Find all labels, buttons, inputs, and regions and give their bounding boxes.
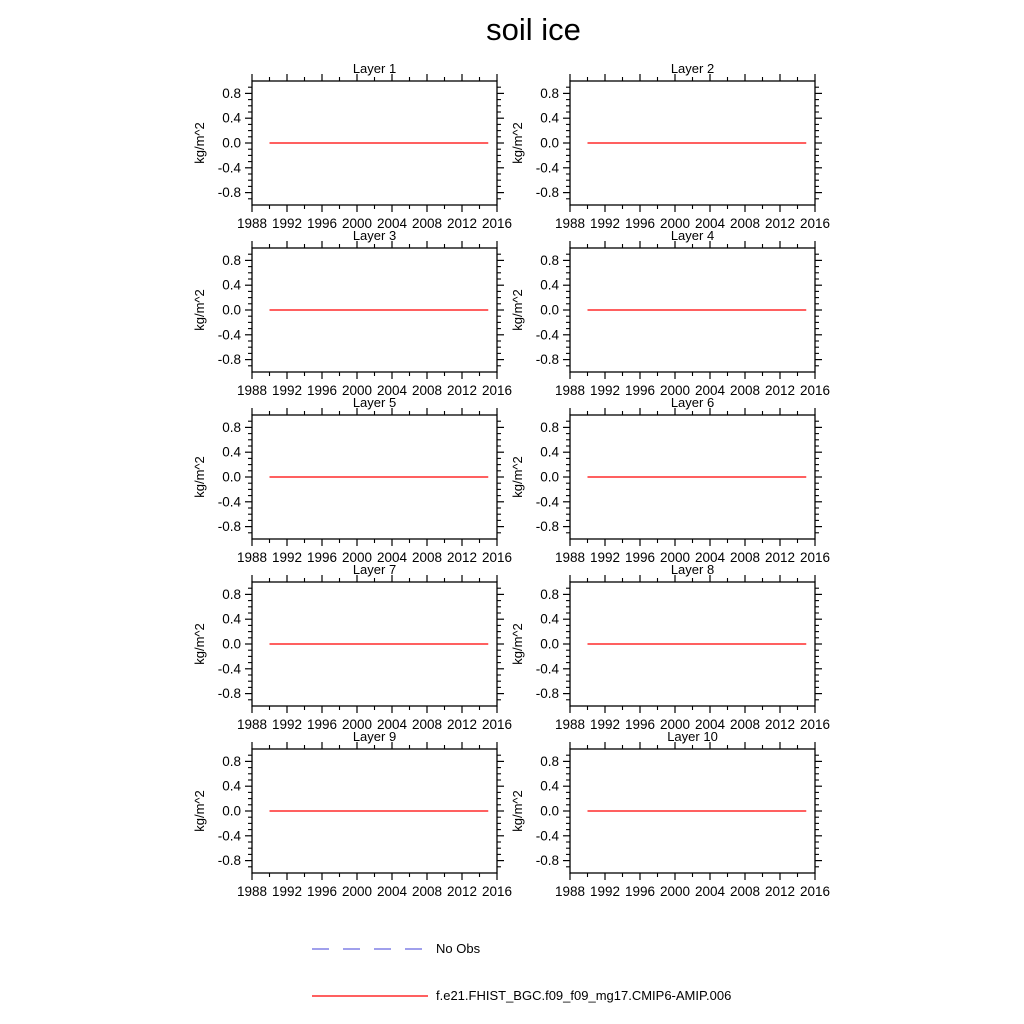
x-tick-label: 1996 [624,550,656,565]
y-tick-label: 0.0 [222,803,241,819]
x-tick-label: 2012 [446,216,478,231]
x-tick-label: 2000 [341,383,373,398]
x-tick-label: 1996 [624,216,656,231]
y-tick-label: 0.8 [540,419,559,435]
x-tick-label: 1992 [589,884,621,899]
y-axis-title: kg/m^2 [510,456,525,498]
y-tick-label: 0.4 [222,444,241,460]
y-tick-label: 0.0 [222,469,241,485]
x-tick-label: 2004 [376,383,408,398]
y-tick-label: -0.8 [217,853,241,869]
x-tick-label: 2012 [764,550,796,565]
x-tick-label: 2012 [764,216,796,231]
subplot-layer-7 [192,562,512,732]
y-tick-label: -0.4 [217,494,241,510]
y-axis-title: kg/m^2 [192,790,207,832]
y-tick-label: -0.8 [535,352,559,368]
x-tick-label: 2012 [764,383,796,398]
x-tick-label: 1992 [589,550,621,565]
subplot-title: Layer 1 [352,61,397,76]
y-tick-label: -0.4 [217,661,241,677]
x-tick-label: 1988 [554,884,586,899]
y-tick-label: 0.8 [222,85,241,101]
x-tick-label: 2008 [411,550,443,565]
y-tick-label: 0.0 [540,302,559,318]
subplot-layer-5 [192,395,512,565]
x-tick-label: 2008 [411,216,443,231]
y-axis-title: kg/m^2 [192,289,207,331]
y-tick-label: 0.4 [222,778,241,794]
y-tick-label: 0.0 [540,636,559,652]
subplot-title: Layer 5 [352,395,397,410]
y-tick-label: 0.4 [540,444,559,460]
subplot-title: Layer 10 [667,729,718,744]
x-tick-label: 1996 [624,383,656,398]
subplot-title: Layer 2 [670,61,715,76]
y-tick-label: -0.8 [217,686,241,702]
x-tick-label: 1988 [236,216,268,231]
x-tick-label: 2012 [446,717,478,732]
x-tick-label: 2016 [481,216,513,231]
y-tick-label: -0.8 [217,519,241,535]
x-tick-label: 2000 [341,717,373,732]
x-tick-label: 1988 [236,550,268,565]
y-tick-label: -0.8 [535,853,559,869]
x-tick-label: 2000 [659,383,691,398]
x-tick-label: 2004 [376,884,408,899]
y-axis-title: kg/m^2 [510,122,525,164]
y-tick-label: 0.0 [222,636,241,652]
y-tick-label: -0.4 [535,494,559,510]
y-tick-label: 0.4 [540,611,559,627]
x-tick-label: 2004 [376,550,408,565]
subplot-layer-4 [510,228,830,398]
y-tick-label: -0.8 [535,185,559,201]
x-tick-label: 2012 [446,884,478,899]
x-tick-label: 2000 [659,550,691,565]
subplot-title: Layer 4 [670,228,715,243]
subplot-layer-2 [510,61,830,231]
y-tick-label: -0.4 [535,661,559,677]
x-tick-label: 2004 [694,216,726,231]
x-tick-label: 2008 [411,884,443,899]
x-tick-label: 1996 [306,884,338,899]
x-tick-label: 1996 [306,216,338,231]
y-tick-label: 0.8 [540,252,559,268]
y-tick-label: 0.0 [540,135,559,151]
subplot-layer-9 [192,729,512,899]
figure-title: soil ice [486,12,581,47]
x-tick-label: 1992 [271,550,303,565]
x-tick-label: 2000 [659,717,691,732]
y-tick-label: -0.4 [217,828,241,844]
subplot-layer-1 [192,61,512,231]
x-tick-label: 1992 [271,884,303,899]
y-tick-label: -0.4 [535,160,559,176]
x-tick-label: 2000 [659,216,691,231]
y-axis-title: kg/m^2 [510,623,525,665]
x-tick-label: 1988 [554,383,586,398]
x-tick-label: 2000 [341,884,373,899]
legend-entry-no-obs [311,941,480,957]
x-tick-label: 1992 [271,216,303,231]
x-tick-label: 2008 [411,717,443,732]
x-tick-label: 2008 [729,383,761,398]
x-tick-label: 2012 [764,884,796,899]
y-tick-label: -0.4 [535,327,559,343]
x-tick-label: 2004 [376,216,408,231]
model-solid-line [311,988,431,1004]
x-tick-label: 2016 [799,717,831,732]
y-axis-title: kg/m^2 [510,289,525,331]
y-tick-label: -0.4 [535,828,559,844]
subplot-title: Layer 9 [352,729,397,744]
x-tick-label: 1988 [236,383,268,398]
x-tick-label: 1988 [236,884,268,899]
x-tick-label: 2004 [694,884,726,899]
y-tick-label: -0.8 [535,519,559,535]
subplot-layer-6 [510,395,830,565]
x-tick-label: 2008 [729,717,761,732]
subplot-title: Layer 7 [352,562,397,577]
x-tick-label: 2016 [799,550,831,565]
legend-label-no-obs: No Obs [436,941,481,956]
y-tick-label: 0.4 [540,277,559,293]
subplot-layer-8 [510,562,830,732]
y-tick-label: -0.8 [217,352,241,368]
x-tick-label: 2004 [694,383,726,398]
y-tick-label: 0.4 [222,110,241,126]
y-tick-label: 0.0 [222,302,241,318]
y-tick-label: 0.8 [540,586,559,602]
x-tick-label: 2016 [481,383,513,398]
x-tick-label: 2004 [376,717,408,732]
x-tick-label: 1988 [554,717,586,732]
legend-label-model: f.e21.FHIST_BGC.f09_f09_mg17.CMIP6-AMIP.006 [436,988,732,1003]
y-axis-title: kg/m^2 [192,456,207,498]
legend-entry-model [311,988,731,1004]
subplot-title: Layer 6 [670,395,715,410]
x-tick-label: 2016 [799,216,831,231]
subplot-title: Layer 8 [670,562,715,577]
x-tick-label: 2012 [446,383,478,398]
y-tick-label: 0.4 [222,611,241,627]
y-tick-label: -0.8 [535,686,559,702]
y-tick-label: -0.4 [217,327,241,343]
x-tick-label: 2000 [341,550,373,565]
y-tick-label: 0.4 [540,110,559,126]
x-tick-label: 2008 [729,550,761,565]
y-tick-label: 0.8 [222,753,241,769]
y-tick-label: 0.0 [222,135,241,151]
y-tick-label: 0.8 [222,252,241,268]
x-tick-label: 1988 [236,717,268,732]
x-tick-label: 2004 [694,550,726,565]
x-tick-label: 2016 [799,383,831,398]
x-tick-label: 2016 [799,884,831,899]
y-tick-label: 0.8 [222,586,241,602]
x-tick-label: 1992 [589,717,621,732]
x-tick-label: 2008 [729,884,761,899]
x-tick-label: 2000 [341,216,373,231]
x-tick-label: 2016 [481,884,513,899]
x-tick-label: 2012 [446,550,478,565]
x-tick-label: 2016 [481,550,513,565]
y-tick-label: 0.8 [222,419,241,435]
y-axis-title: kg/m^2 [510,790,525,832]
x-tick-label: 1992 [589,216,621,231]
no-obs-dashed-line [311,941,431,957]
x-tick-label: 1996 [306,383,338,398]
x-tick-label: 1988 [554,550,586,565]
x-tick-label: 1996 [624,884,656,899]
x-tick-label: 1996 [624,717,656,732]
y-tick-label: 0.8 [540,753,559,769]
y-tick-label: 0.0 [540,469,559,485]
x-tick-label: 2008 [729,216,761,231]
x-tick-label: 2004 [694,717,726,732]
x-tick-label: 1992 [589,383,621,398]
y-tick-label: -0.4 [217,160,241,176]
subplot-title: Layer 3 [352,228,397,243]
y-axis-title: kg/m^2 [192,122,207,164]
x-tick-label: 1996 [306,717,338,732]
x-tick-label: 1992 [271,383,303,398]
subplot-layer-10 [510,729,830,899]
y-tick-label: 0.8 [540,85,559,101]
y-axis-title: kg/m^2 [192,623,207,665]
x-tick-label: 2000 [659,884,691,899]
x-tick-label: 2008 [411,383,443,398]
subplot-layer-3 [192,228,512,398]
y-tick-label: -0.8 [217,185,241,201]
y-tick-label: 0.0 [540,803,559,819]
x-tick-label: 1988 [554,216,586,231]
x-tick-label: 2016 [481,717,513,732]
y-tick-label: 0.4 [222,277,241,293]
x-tick-label: 1996 [306,550,338,565]
x-tick-label: 1992 [271,717,303,732]
y-tick-label: 0.4 [540,778,559,794]
x-tick-label: 2012 [764,717,796,732]
